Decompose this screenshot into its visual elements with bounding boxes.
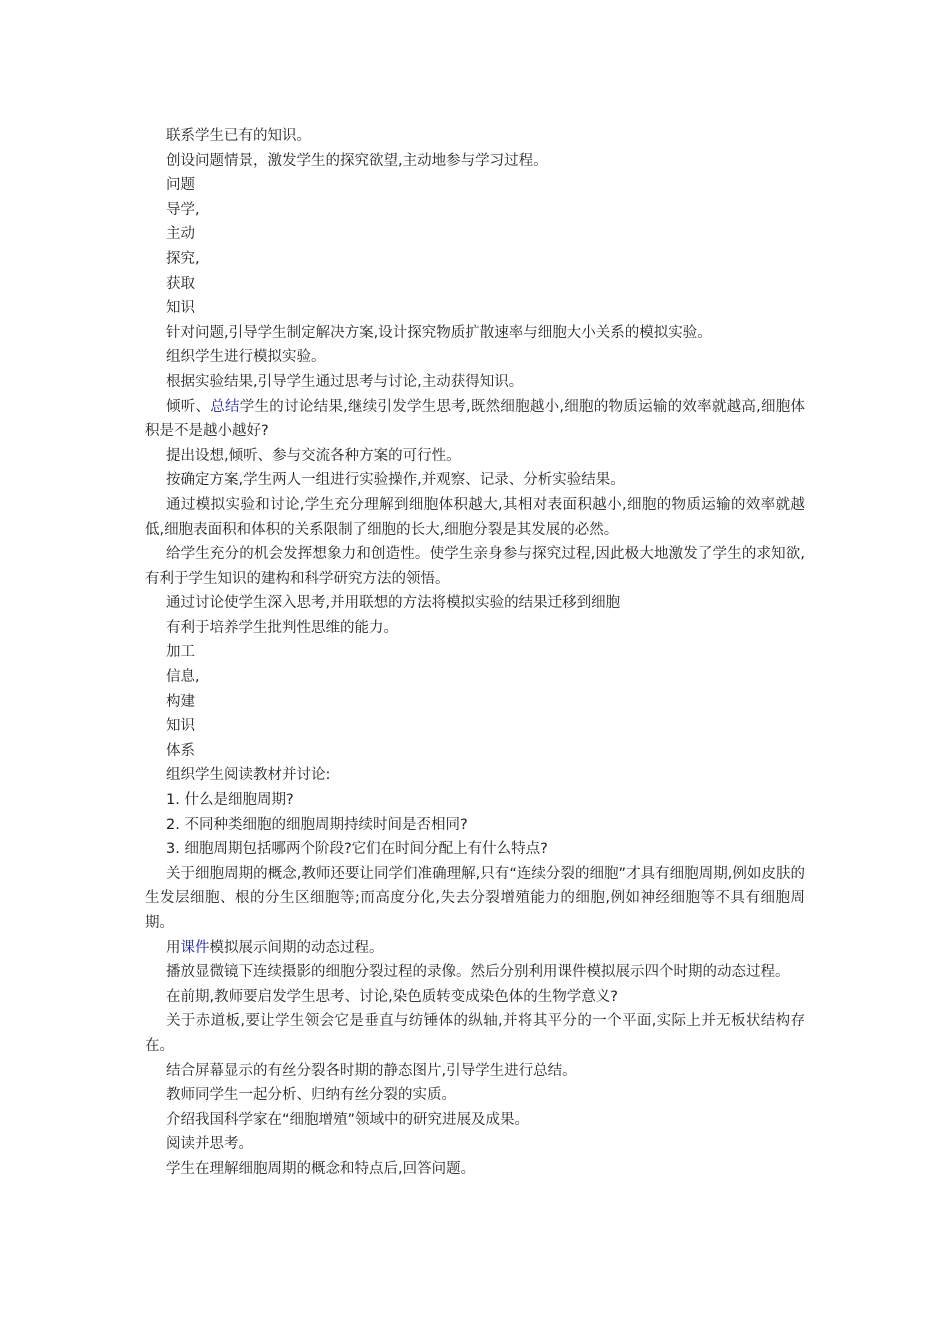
- paragraph: 结合屏幕显示的有丝分裂各时期的静态图片,引导学生进行总结。: [166, 1062, 577, 1079]
- paragraph: 创设问题情景，激发学生的探究欲望,主动地参与学习过程。: [166, 152, 548, 169]
- paragraph-text: 学生的讨论结果,继续引发学生思考,既然细胞越小,细胞的物质运输的效率就越高,细胞体积是不是越小越好?: [145, 398, 806, 440]
- paragraph: 通过讨论使学生深入思考,并用联想的方法将模拟实验的结果迁移到细胞: [166, 595, 621, 612]
- paragraph: 主动: [166, 226, 195, 243]
- paragraph: 提出设想,倾听、参与交流各种方案的可行性。: [166, 447, 461, 464]
- paragraph: 导学,: [166, 201, 200, 218]
- document-body: [145, 124, 805, 1182]
- paragraph: 3. 细胞周期包括哪两个阶段?它们在时间分配上有什么特点?: [166, 841, 548, 858]
- paragraph: 给学生充分的机会发挥想象力和创造性。使学生亲身参与探究过程,因此极大地激发了学生的求知欲,有利于学生知识的建构和科学研究方法的领悟。: [145, 546, 805, 587]
- paragraph: 通过模拟实验和讨论,学生充分理解到细胞体积越大,其相对表面积越小,细胞的物质运输的效率就越低,细胞表面积和体积的关系限制了细胞的长大,细胞分裂是其发展的必然。: [145, 496, 805, 538]
- paragraph: [145, 395, 805, 444]
- paragraph: 播放显微镜下连续摄影的细胞分裂过程的录像。然后分别利用课件模拟展示四个时期的动态过程。: [166, 964, 790, 981]
- paragraph-text: 用: [166, 939, 181, 956]
- paragraph: 信息,: [166, 669, 200, 686]
- paragraph: 介绍我国科学家在“细胞增殖”领域中的研究进展及成果。: [166, 1111, 530, 1128]
- paragraph: 学生在理解细胞周期的概念和特点后,回答问题。: [166, 1160, 476, 1177]
- paragraph: 组织学生阅读教材并讨论:: [166, 767, 331, 784]
- paragraph: [145, 936, 805, 961]
- paragraph-text: 倾听、: [166, 398, 211, 415]
- paragraph: 根据实验结果,引导学生通过思考与讨论,主动获得知识。: [166, 373, 524, 390]
- paragraph-text: 模拟展示间期的动态过程。: [209, 939, 384, 956]
- paragraph: 有利于培养学生批判性思维的能力。: [166, 619, 398, 636]
- paragraph: 针对问题,引导学生制定解决方案,设计探究物质扩散速率与细胞大小关系的模拟实验。: [166, 324, 712, 341]
- paragraph: 1. 什么是细胞周期?: [166, 792, 294, 809]
- paragraph: 2. 不同种类细胞的细胞周期持续时间是否相同?: [166, 816, 468, 833]
- paragraph: 问题: [166, 177, 195, 194]
- paragraph: 教师同学生一起分析、归纳有丝分裂的实质。: [166, 1087, 456, 1104]
- paragraph: 按确定方案,学生两人一组进行实验操作,并观察、记录、分析实验结果。: [166, 472, 625, 489]
- paragraph: 关于细胞周期的概念,教师还要让同学们准确理解,只有“连续分裂的细胞”才具有细胞周期,例如皮肤的生发层细胞、根的分生区细胞等;而高度分化,失去分裂增殖能力的细胞,例如神经细胞等不具有细胞周期。: [145, 865, 805, 931]
- inline-link[interactable]: 总结: [210, 398, 240, 415]
- paragraph: 加工: [166, 644, 195, 661]
- paragraph: 组织学生进行模拟实验。: [166, 349, 326, 366]
- paragraph: 关于赤道板,要让学生领会它是垂直与纺锤体的纵轴,并将其平分的一个平面,实际上并无板状结构存在。: [145, 1013, 805, 1054]
- paragraph: 构建: [166, 693, 195, 710]
- paragraph: 在前期,教师要启发学生思考、讨论,染色质转变成染色体的生物学意义?: [166, 988, 618, 1005]
- paragraph: 体系: [166, 742, 195, 759]
- paragraph: 知识: [166, 300, 195, 317]
- paragraph: 探究,: [166, 250, 200, 267]
- inline-link[interactable]: 课件: [180, 939, 210, 956]
- paragraph: 知识: [166, 718, 195, 735]
- paragraph: 阅读并思考。: [166, 1136, 253, 1153]
- paragraph: 获取: [166, 275, 195, 292]
- paragraph: 联系学生已有的知识。: [166, 128, 311, 144]
